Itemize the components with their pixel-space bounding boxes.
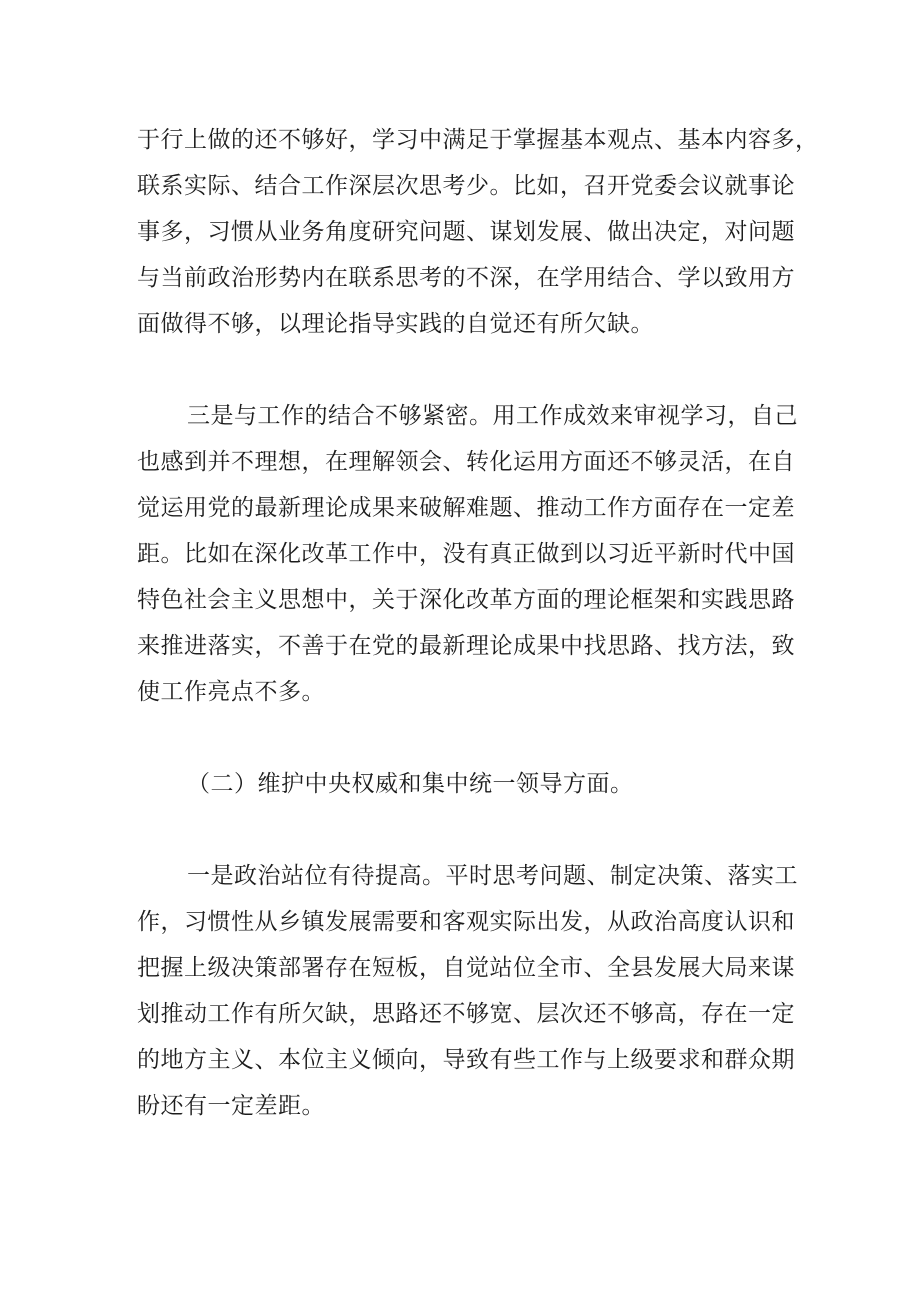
paragraph-2-line-5: 特色社会主义思想中，关于深化改革方面的理论框架和实践思路 bbox=[137, 587, 795, 613]
paragraph-3-line-2: 作，习惯性从乡镇发展需要和客观实际出发，从政治高度认识和 bbox=[137, 909, 795, 935]
paragraph-1-line-1: 于行上做的还不够好，学习中满足于掌握基本观点、基本内容多， bbox=[137, 127, 819, 153]
paragraph-3-line-4: 划推动工作有所欠缺，思路还不够宽、层次还不够高，存在一定 bbox=[137, 1001, 795, 1027]
paragraph-2-line-3: 觉运用党的最新理论成果来破解难题、推动工作方面存在一定差 bbox=[137, 495, 795, 521]
paragraph-3-line-3: 把握上级决策部署存在短板，自觉站位全市、全县发展大局来谋 bbox=[137, 955, 795, 981]
paragraph-3-line-1: 一是政治站位有待提高。平时思考问题、制定决策、落实工 bbox=[187, 863, 798, 889]
paragraph-2-line-7: 使工作亮点不多。 bbox=[137, 679, 325, 705]
paragraph-3-line-6: 盼还有一定差距。 bbox=[137, 1093, 325, 1119]
paragraph-1-line-4: 与当前政治形势内在联系思考的不深，在学用结合、学以致用方 bbox=[137, 265, 795, 291]
paragraph-1-line-3: 事多，习惯从业务角度研究问题、谋划发展、做出决定，对问题 bbox=[137, 219, 795, 245]
paragraph-2-line-1: 三是与工作的结合不够紧密。用工作成效来审视学习，自己 bbox=[187, 403, 798, 429]
section-heading: （二）维护中央权威和集中统一领导方面。 bbox=[187, 771, 634, 797]
paragraph-2-line-6: 来推进落实，不善于在党的最新理论成果中找思路、找方法，致 bbox=[137, 633, 795, 659]
paragraph-1-line-2: 联系实际、结合工作深层次思考少。比如，召开党委会议就事论 bbox=[137, 173, 795, 199]
paragraph-2-line-4: 距。比如在深化改革工作中，没有真正做到以习近平新时代中国 bbox=[137, 541, 795, 567]
paragraph-2-line-2: 也感到并不理想，在理解领会、转化运用方面还不够灵活，在自 bbox=[137, 449, 795, 475]
paragraph-1-line-5: 面做得不够，以理论指导实践的自觉还有所欠缺。 bbox=[137, 311, 654, 337]
paragraph-3-line-5: 的地方主义、本位主义倾向，导致有些工作与上级要求和群众期 bbox=[137, 1047, 795, 1073]
